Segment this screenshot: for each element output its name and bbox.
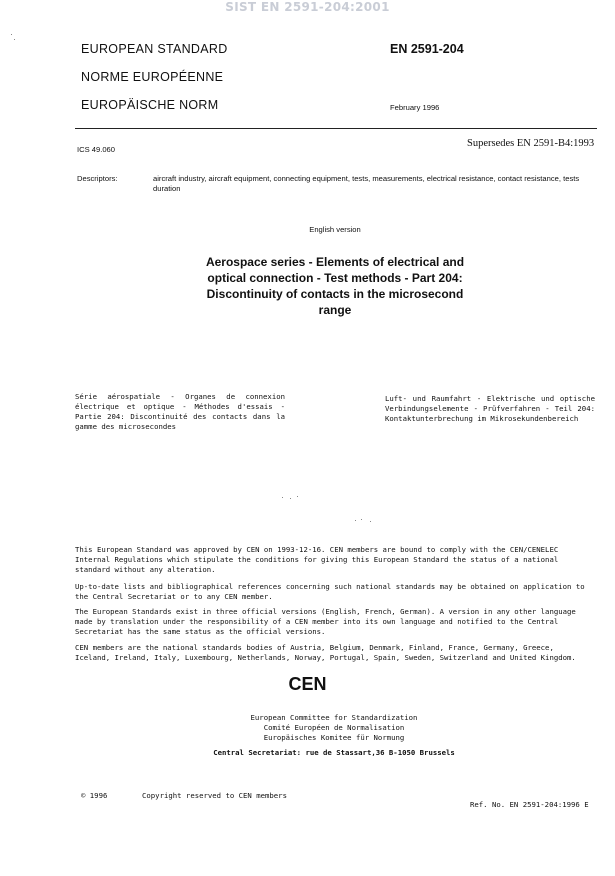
watermark: SIST EN 2591-204:2001 — [225, 0, 390, 14]
central-secretariat: Central Secretariat: rue de Stassart,36 B-1050 Brussels — [213, 748, 455, 757]
scan-speck — [355, 520, 356, 521]
standard-number: EN 2591-204 — [390, 42, 464, 56]
cen-logo: CEN — [288, 674, 327, 694]
copyright-year: © 1996 — [81, 791, 108, 800]
title-german: Luft- und Raumfahrt - Elektrische und optische Verbindungselemente - Prüfverfahren - Teil 204: Kontaktunterbrechung im Mikrosekundenbereich — [385, 394, 595, 423]
ics-code: ICS 49.060 — [77, 145, 115, 154]
header-line-fr: NORME EUROPÉENNE — [81, 70, 224, 84]
reference-number: Ref. No. EN 2591-204:1996 E — [470, 800, 589, 809]
cen-name-en: European Committee for Standardization — [250, 713, 418, 722]
cen-name-fr: Comité Européen de Normalisation — [263, 723, 405, 732]
scan-speck — [361, 519, 362, 520]
scan-speck — [11, 34, 12, 35]
scan-speck — [290, 498, 291, 499]
uptodate-paragraph: Up-to-date lists and bibliographical references concerning such national standards may be obtained on application to the Central Secretariat or to any CEN member. — [75, 582, 585, 601]
document-title: Aerospace series - Elements of electrical and optical connection - Test methods - Part 204: Discontinuity of contacts in the microsecond range — [205, 255, 465, 317]
language-version: English version — [309, 225, 361, 234]
header-rule — [75, 128, 597, 129]
scan-speck — [370, 521, 371, 522]
publication-date: February 1996 — [390, 103, 440, 112]
supersedes: Supersedes EN 2591-B4:1993 — [467, 138, 595, 149]
scan-speck — [297, 496, 298, 497]
scan-speck — [14, 39, 15, 40]
scan-speck — [282, 497, 283, 498]
cen-name-de: Europäisches Komitee für Normung — [263, 733, 405, 742]
descriptors-text: aircraft industry, aircraft equipment, connecting equipment, tests, measurements, electrical resistance, contact resistance, tests duration — [153, 174, 580, 193]
title-french: Série aérospatiale - Organes de connexion électrique et optique - Méthodes d'essais - Partie 204: Discontinuité des contacts dans la gamme des microsecondes — [75, 392, 285, 431]
header-line-de: EUROPÄISCHE NORM — [81, 98, 219, 112]
descriptors-label: Descriptors: — [77, 174, 118, 183]
versions-paragraph: The European Standards exist in three official versions (English, French, German). A version in any other language made by translation under the responsibility of a CEN member into its own language and notified to the Central Secretariat has the same status as the official versions. — [75, 607, 576, 636]
members-paragraph: CEN members are the national standards bodies of Austria, Belgium, Denmark, Finland, France, Germany, Greece, Iceland, Ireland, Italy, Luxembourg, Netherlands, Norway, Portugal, Spain, Sweden, Switzerland and United Kingdom. — [75, 643, 576, 662]
copyright-text: Copyright reserved to CEN members — [142, 791, 287, 800]
header-line-en: EUROPEAN STANDARD — [81, 42, 228, 56]
approval-paragraph: This European Standard was approved by CEN on 1993-12-16. CEN members are bound to comply with the CEN/CENELEC Internal Regulations which stipulate the conditions for giving this European Standard the status of a national standard without any alteration. — [75, 545, 559, 574]
